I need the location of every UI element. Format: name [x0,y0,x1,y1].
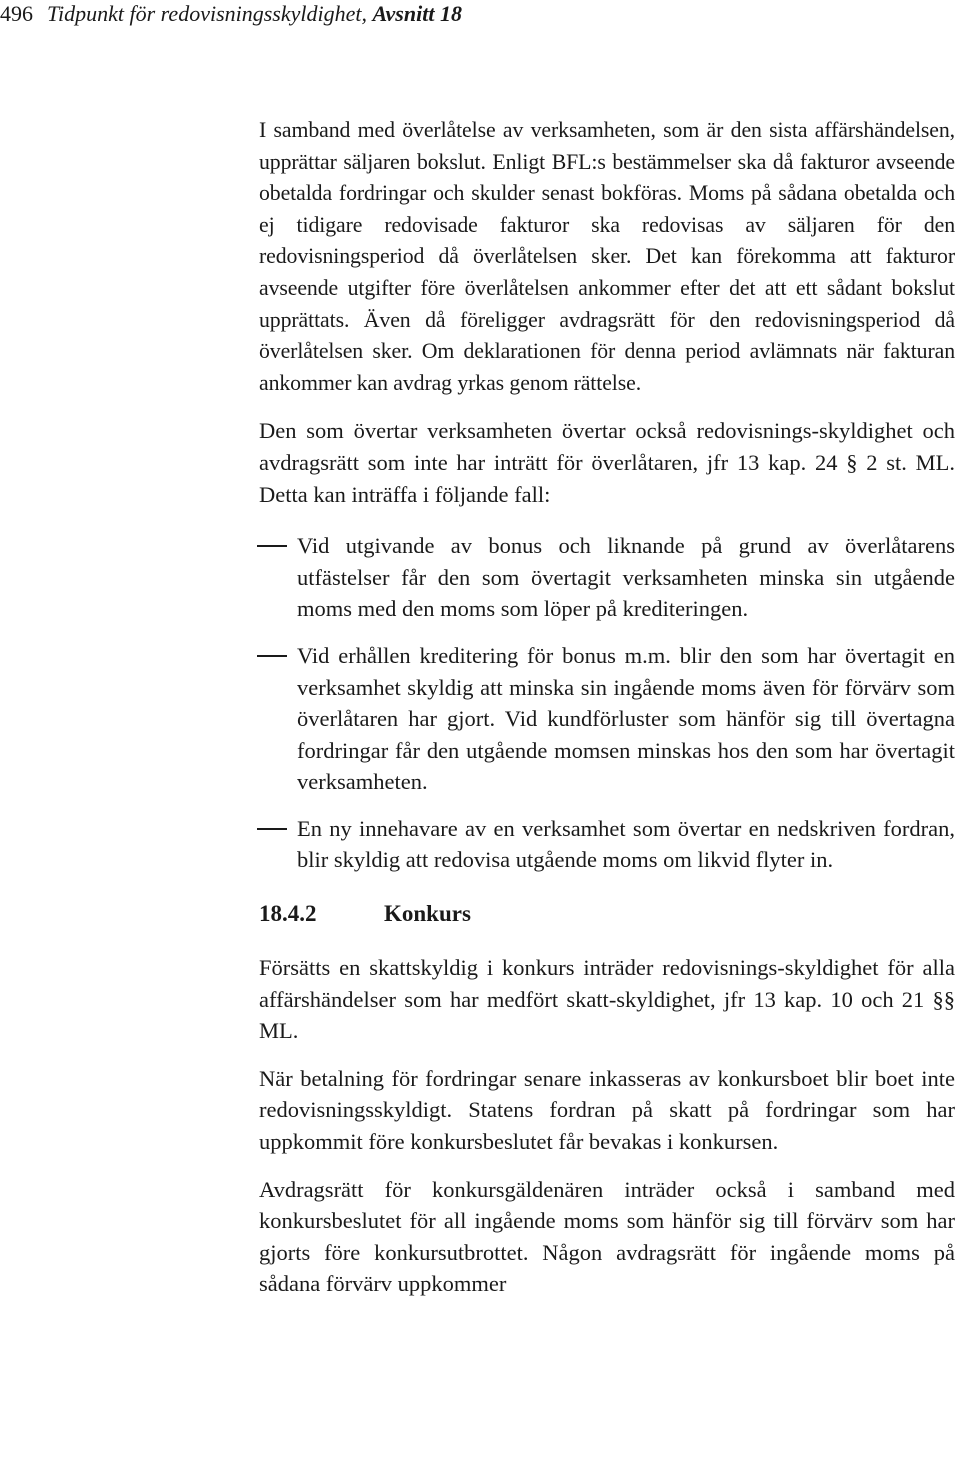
list-item [259,530,955,625]
header-title: Tidpunkt för redovisningsskyldighet, [47,1,373,26]
section-number: 18.4.2 [259,901,317,927]
paragraph-konkurs-payment: När betalning för fordringar senare inkasseras av konkursboet blir boet inte redovisningsskyldigt. Statens fordran på skatt på fordringar som har uppkommit före konkursbeslutet får bevakas i konkursen. [259,1065,955,1155]
body-text [259,115,955,1300]
dash-bullet-icon [257,655,287,657]
section-heading [259,898,955,930]
header-section: Avsnitt 18 [372,1,462,26]
page-header [0,0,462,28]
paragraph-transfer-bokslut: I samband med överlåtelse av verksamheten, som är den sista affärshändelsen, upprättar säljaren bokslut. Enligt BFL:s bestämmelser ska då fakturor avseende obetalda fordringar och skulder senast bokföras. Moms på sådana obetalda och ej tidigare redovisade fakturor ska redovisas av säljaren för den redovisningsperiod då överlåtelsen sker. Det kan förekomma att fakturor avseende utgifter före överlåtelsen ankommer efter det att ett sådant bokslut upprättats. Även då föreligger avdragsrätt för den redovisningsperiod då överlåtelsen sker. Om deklarationen för denna period avlämnats när fakturan ankommer kan avdrag yrkas genom rättelse. [259,118,955,395]
list-item [259,640,955,798]
dash-bullet-icon [257,545,287,547]
dash-bullet-icon [257,828,287,830]
paragraph-transfer-liability: Den som övertar verksamheten övertar också redovisnings-skyldighet och avdragsrätt som inte har inträtt för överlåtaren, jfr 13 kap. 24 § 2 st. ML. Detta kan inträffa i följande fall: [259,418,955,507]
list-item-text: En ny innehavare av en verksamhet som övertar en nedskriven fordran, blir skyldig att redovisa utgående moms om likvid flyter in. [297,815,955,873]
list-item-text: Vid erhållen kreditering för bonus m.m. blir den som har övertagit en verksamhet skyldig att minska sin ingående moms även för förvärv som överlåtaren har gjort. Vid kundförluster som hänför sig till övertagna fordringar får den utgående momsen minskas hos den som har övertagit verksamheten. [297,642,955,795]
page-number: 496 [0,1,33,26]
case-list [259,530,955,876]
list-item [259,813,955,876]
paragraph-konkurs-deduction: Avdragsrätt för konkursgäldenären inträder också i samband med konkursbeslutet för all ingående moms som hänför sig till förvärv som har gjorts före konkursutbrottet. Någon avdragsrätt för ingående moms på sådana förvärv uppkommer [259,1176,955,1297]
list-item-text: Vid utgivande av bonus och liknande på grund av överlåtarens utfästelser får den som övertagit verksamheten minska sin utgående moms med den moms som löper på krediteringen. [297,533,955,622]
paragraph-konkurs-intro: Försätts en skattskyldig i konkurs inträder redovisnings-skyldighet för alla affärshändelser som har medfört skatt-skyldighet, jfr 13 kap. 10 och 21 §§ ML. [259,955,955,1044]
section-title: Konkurs [384,901,471,927]
